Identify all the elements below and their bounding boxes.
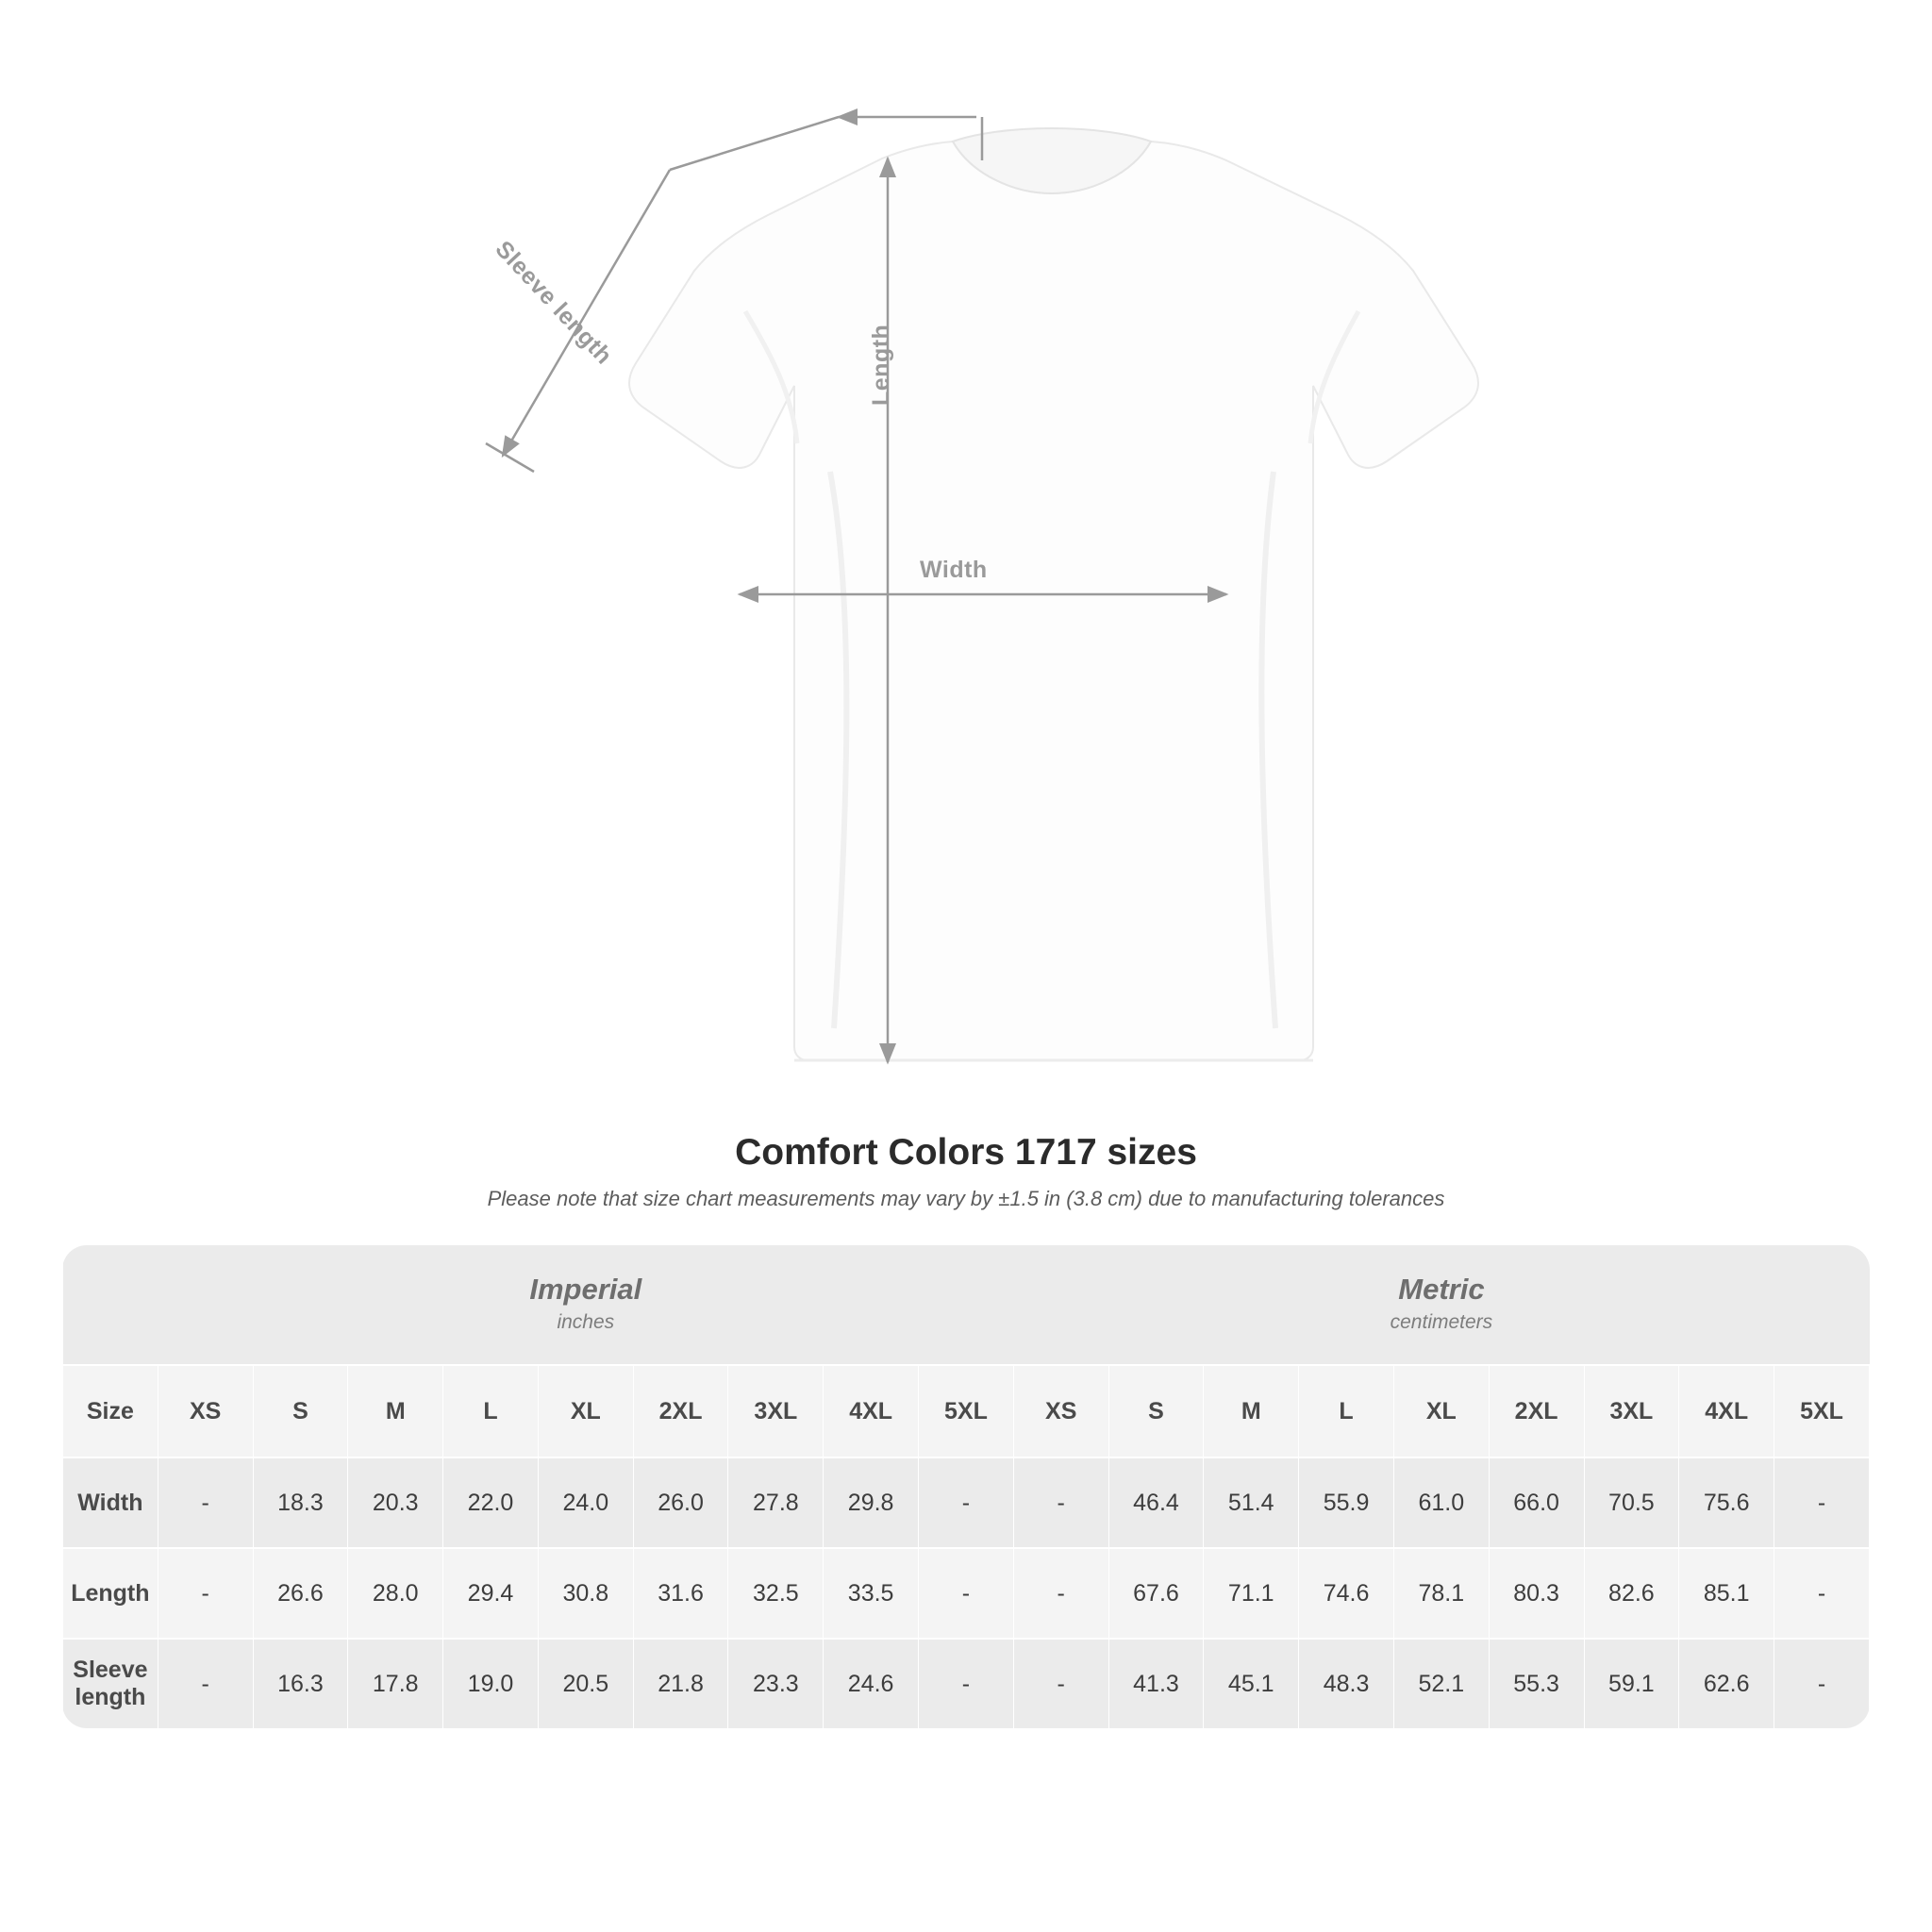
cell-sleeve-imperial-5xl: - — [919, 1639, 1014, 1728]
unit-imperial-name: Imperial — [529, 1273, 642, 1306]
cell-width-metric-xs: - — [1013, 1457, 1108, 1548]
cell-sleeve-metric-4xl: 62.6 — [1679, 1639, 1774, 1728]
cell-width-metric-3xl: 70.5 — [1584, 1457, 1679, 1548]
cell-length-metric-4xl: 85.1 — [1679, 1548, 1774, 1639]
cell-sleeve-metric-s: 41.3 — [1108, 1639, 1204, 1728]
cell-length-metric-2xl: 80.3 — [1489, 1548, 1584, 1639]
size-header-imperial-3xl: 3XL — [728, 1365, 824, 1457]
cell-width-metric-5xl: - — [1774, 1457, 1870, 1548]
unit-imperial-sub: inches — [557, 1310, 615, 1333]
cell-length-metric-l: 74.6 — [1299, 1548, 1394, 1639]
cell-width-imperial-2xl: 26.0 — [633, 1457, 728, 1548]
cell-width-metric-l: 55.9 — [1299, 1457, 1394, 1548]
cell-length-imperial-xs: - — [158, 1548, 253, 1639]
row-label-sleeve-length: Sleeve length — [63, 1639, 158, 1728]
cell-width-imperial-s: 18.3 — [253, 1457, 348, 1548]
size-header-imperial-xs: XS — [158, 1365, 253, 1457]
cell-length-metric-3xl: 82.6 — [1584, 1548, 1679, 1639]
cell-sleeve-metric-xl: 52.1 — [1393, 1639, 1489, 1728]
unit-header-row — [63, 1245, 1870, 1365]
size-header-metric-l: L — [1299, 1365, 1394, 1457]
cell-length-metric-s: 67.6 — [1108, 1548, 1204, 1639]
cell-sleeve-imperial-3xl: 23.3 — [728, 1639, 824, 1728]
cell-sleeve-metric-l: 48.3 — [1299, 1639, 1394, 1728]
page-title: Comfort Colors 1717 sizes — [735, 1132, 1197, 1173]
size-header-metric-s: S — [1108, 1365, 1204, 1457]
sleeve-length-dimension-label: Sleeve length — [490, 236, 618, 370]
cell-width-metric-4xl: 75.6 — [1679, 1457, 1774, 1548]
size-header-metric-xs: XS — [1013, 1365, 1108, 1457]
cell-length-metric-m: 71.1 — [1204, 1548, 1299, 1639]
size-header-metric-xl: XL — [1393, 1365, 1489, 1457]
size-corner-label: Size — [63, 1365, 158, 1457]
cell-length-imperial-3xl: 32.5 — [728, 1548, 824, 1639]
size-header-imperial-4xl: 4XL — [824, 1365, 919, 1457]
cell-width-imperial-xl: 24.0 — [538, 1457, 633, 1548]
cell-width-metric-s: 46.4 — [1108, 1457, 1204, 1548]
size-header-imperial-m: M — [348, 1365, 443, 1457]
cell-sleeve-metric-xs: - — [1013, 1639, 1108, 1728]
size-table-container — [62, 1245, 1870, 1728]
cell-width-imperial-4xl: 29.8 — [824, 1457, 919, 1548]
length-dimension-label: Length — [868, 324, 894, 406]
unit-imperial-cell — [158, 1245, 1013, 1365]
size-header-imperial-l: L — [443, 1365, 539, 1457]
table-row — [63, 1457, 1870, 1548]
size-header-imperial-xl: XL — [538, 1365, 633, 1457]
cell-width-imperial-5xl: - — [919, 1457, 1014, 1548]
row-label-width: Width — [63, 1457, 158, 1548]
unit-metric-name: Metric — [1398, 1273, 1485, 1306]
unit-metric-cell — [1013, 1245, 1869, 1365]
cell-sleeve-metric-5xl: - — [1774, 1639, 1870, 1728]
table-row — [63, 1548, 1870, 1639]
size-header-row — [63, 1365, 1870, 1457]
cell-sleeve-imperial-s: 16.3 — [253, 1639, 348, 1728]
width-dimension-label: Width — [920, 557, 988, 583]
unit-spacer-cell — [63, 1245, 158, 1365]
cell-width-imperial-l: 22.0 — [443, 1457, 539, 1548]
cell-sleeve-imperial-4xl: 24.6 — [824, 1639, 919, 1728]
cell-sleeve-metric-m: 45.1 — [1204, 1639, 1299, 1728]
cell-length-imperial-s: 26.6 — [253, 1548, 348, 1639]
size-header-imperial-5xl: 5XL — [919, 1365, 1014, 1457]
cell-width-metric-2xl: 66.0 — [1489, 1457, 1584, 1548]
cell-width-imperial-xs: - — [158, 1457, 253, 1548]
cell-sleeve-imperial-xl: 20.5 — [538, 1639, 633, 1728]
size-header-metric-m: M — [1204, 1365, 1299, 1457]
unit-metric-sub: centimeters — [1390, 1310, 1493, 1333]
title-block — [0, 1132, 1932, 1211]
size-header-imperial-2xl: 2XL — [633, 1365, 728, 1457]
cell-sleeve-metric-3xl: 59.1 — [1584, 1639, 1679, 1728]
size-header-imperial-s: S — [253, 1365, 348, 1457]
size-header-metric-5xl: 5XL — [1774, 1365, 1870, 1457]
size-table — [62, 1245, 1870, 1728]
cell-length-imperial-xl: 30.8 — [538, 1548, 633, 1639]
cell-sleeve-imperial-m: 17.8 — [348, 1639, 443, 1728]
cell-sleeve-imperial-l: 19.0 — [443, 1639, 539, 1728]
table-row — [63, 1639, 1870, 1728]
cell-length-metric-5xl: - — [1774, 1548, 1870, 1639]
cell-length-imperial-m: 28.0 — [348, 1548, 443, 1639]
cell-length-imperial-l: 29.4 — [443, 1548, 539, 1639]
cell-sleeve-imperial-2xl: 21.8 — [633, 1639, 728, 1728]
cell-length-imperial-5xl: - — [919, 1548, 1014, 1639]
cell-length-metric-xs: - — [1013, 1548, 1108, 1639]
cell-sleeve-imperial-xs: - — [158, 1639, 253, 1728]
size-header-metric-3xl: 3XL — [1584, 1365, 1679, 1457]
cell-length-imperial-2xl: 31.6 — [633, 1548, 728, 1639]
cell-length-imperial-4xl: 33.5 — [824, 1548, 919, 1639]
cell-width-imperial-3xl: 27.8 — [728, 1457, 824, 1548]
size-header-metric-2xl: 2XL — [1489, 1365, 1584, 1457]
size-header-metric-4xl: 4XL — [1679, 1365, 1774, 1457]
row-label-length: Length — [63, 1548, 158, 1639]
cell-width-metric-xl: 61.0 — [1393, 1457, 1489, 1548]
cell-width-imperial-m: 20.3 — [348, 1457, 443, 1548]
tolerance-note: Please note that size chart measurements may vary by ±1.5 in (3.8 cm) due to manufacturing tolerances — [487, 1187, 1445, 1210]
cell-sleeve-metric-2xl: 55.3 — [1489, 1639, 1584, 1728]
cell-length-metric-xl: 78.1 — [1393, 1548, 1489, 1639]
cell-width-metric-m: 51.4 — [1204, 1457, 1299, 1548]
